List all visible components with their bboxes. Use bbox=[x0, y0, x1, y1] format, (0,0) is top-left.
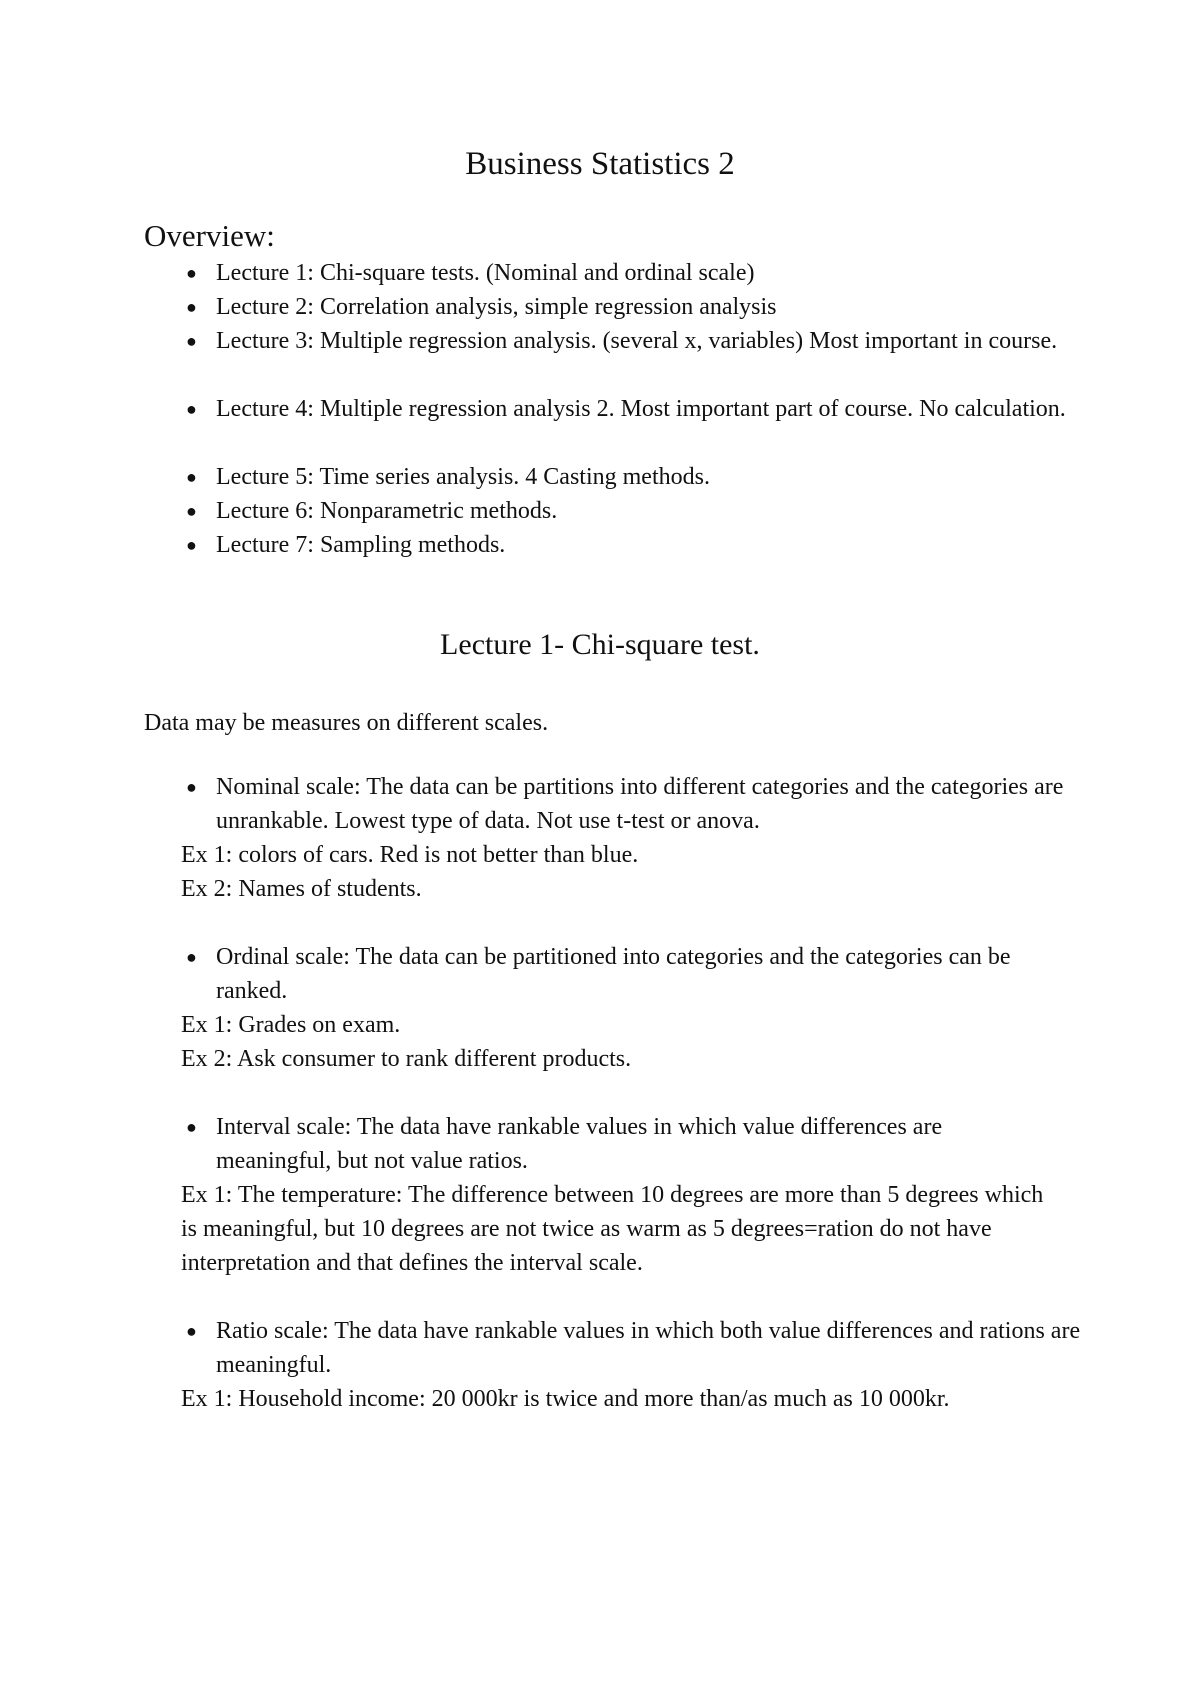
bullet-icon: ● bbox=[186, 263, 197, 283]
overview-heading: Overview: bbox=[144, 218, 275, 253]
example-text: Ex 1: Grades on exam. bbox=[181, 1012, 401, 1038]
example-text: Ex 1: Household income: 20 000kr is twice and more than/as much as 10 000kr. bbox=[181, 1386, 950, 1412]
bullet-icon: ● bbox=[186, 399, 197, 419]
scale-item-ratio bbox=[186, 1314, 1096, 1382]
document-title: Business Statistics 2 bbox=[465, 146, 735, 182]
list-item-text: Lecture 4: Multiple regression analysis 2. Most important part of course. No calculation. bbox=[216, 396, 1066, 422]
list-item bbox=[186, 494, 1076, 528]
list-item-text: Lecture 7: Sampling methods. bbox=[216, 532, 506, 558]
lecture1-intro: Data may be measures on different scales. bbox=[144, 710, 549, 736]
scale-item-ordinal bbox=[186, 940, 1016, 1008]
scale-text: Interval scale: The data have rankable values in which value differences are meaningful, but not value ratios. bbox=[216, 1114, 943, 1174]
list-item bbox=[186, 392, 1076, 426]
bullet-icon: ● bbox=[186, 1321, 197, 1341]
bullet-icon: ● bbox=[186, 535, 197, 555]
scale-text: Ordinal scale: The data can be partitioned into categories and the categories can be ranked. bbox=[216, 944, 1011, 1004]
bullet-icon: ● bbox=[186, 947, 197, 967]
list-item-text: Lecture 6: Nonparametric methods. bbox=[216, 498, 558, 524]
bullet-icon: ● bbox=[186, 777, 197, 797]
bullet-icon: ● bbox=[186, 467, 197, 487]
list-item-text: Lecture 1: Chi-square tests. (Nominal and ordinal scale) bbox=[216, 260, 755, 286]
example-text: Ex 1: colors of cars. Red is not better than blue. bbox=[181, 842, 639, 868]
scale-item-interval bbox=[186, 1110, 1056, 1178]
bullet-icon: ● bbox=[186, 1117, 197, 1137]
bullet-icon: ● bbox=[186, 331, 197, 351]
list-item bbox=[186, 528, 1076, 562]
list-item bbox=[186, 460, 1076, 494]
list-item bbox=[186, 324, 1076, 358]
list-item-text: Lecture 3: Multiple regression analysis. (several x, variables) Most important in course. bbox=[216, 328, 1058, 354]
bullet-icon: ● bbox=[186, 297, 197, 317]
list-item-text: Lecture 5: Time series analysis. 4 Casting methods. bbox=[216, 464, 710, 490]
example-text: Ex 1: The temperature: The difference between 10 degrees are more than 5 degrees which is meaningful, but 10 degrees are not twice as warm as 5 degrees=ration do not have interpretation and that defines the interval scale. bbox=[181, 1182, 1044, 1276]
list-item bbox=[186, 256, 1076, 290]
bullet-icon: ● bbox=[186, 501, 197, 521]
example-text: Ex 2: Names of students. bbox=[181, 876, 422, 902]
scale-text: Nominal scale: The data can be partitions into different categories and the categories are unrankable. Lowest type of data. Not use t-test or anova. bbox=[216, 774, 1064, 834]
example-text: Ex 2: Ask consumer to rank different products. bbox=[181, 1046, 632, 1072]
scale-text: Ratio scale: The data have rankable values in which both value differences and rations are meaningful. bbox=[216, 1318, 1081, 1378]
scale-item-nominal bbox=[186, 770, 1096, 838]
lecture1-heading: Lecture 1- Chi-square test. bbox=[440, 628, 760, 661]
list-item-text: Lecture 2: Correlation analysis, simple regression analysis bbox=[216, 294, 777, 320]
list-item bbox=[186, 290, 1076, 324]
